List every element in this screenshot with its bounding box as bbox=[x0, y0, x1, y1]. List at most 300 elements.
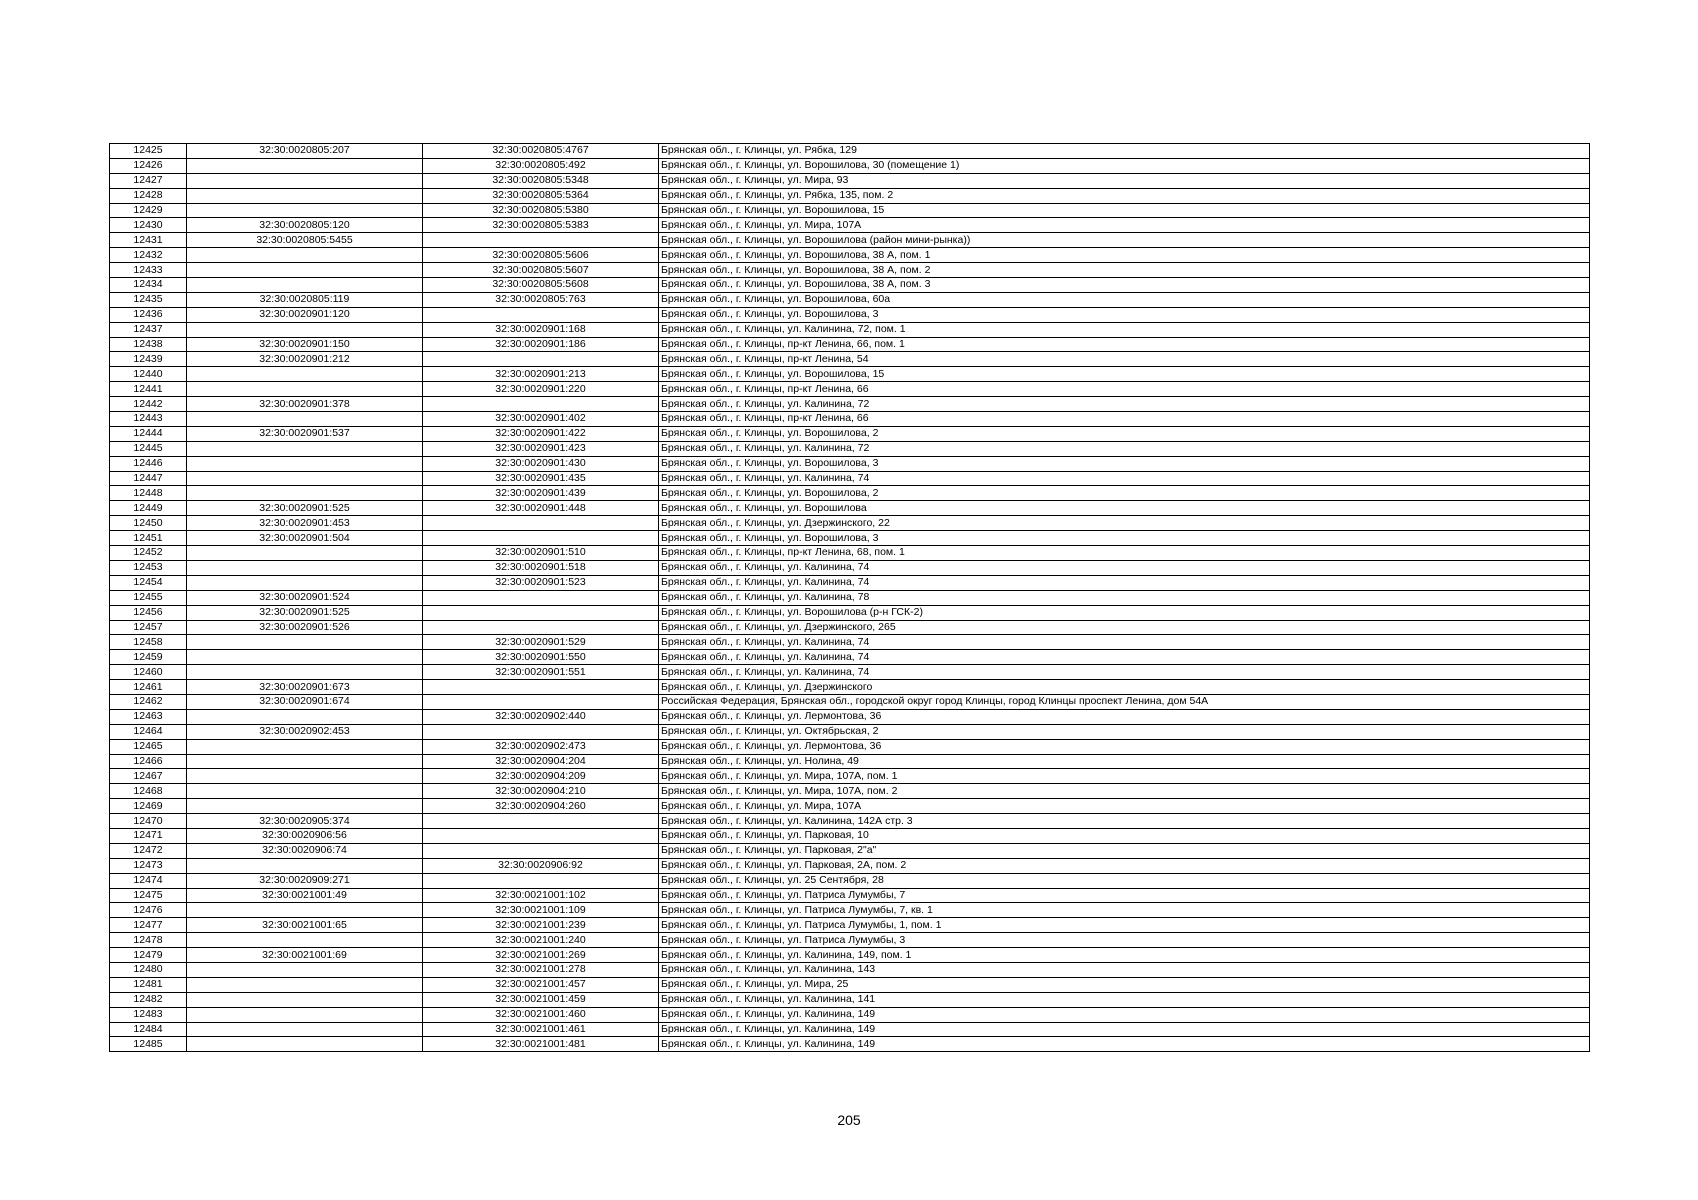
address-cell: Брянская обл., г. Клинцы, ул. Ворошилова, 60а bbox=[659, 292, 1590, 307]
object-cadastral-number-cell: 32:30:0020805:5606 bbox=[423, 248, 659, 263]
cadastral-number-cell bbox=[187, 992, 423, 1007]
cadastral-table bbox=[109, 143, 1590, 1052]
address-cell: Брянская обл., г. Клинцы, ул. Калинина, 149 bbox=[659, 1007, 1590, 1022]
table-row bbox=[110, 665, 1590, 680]
table-row bbox=[110, 709, 1590, 724]
address-cell: Брянская обл., г. Клинцы, пр-кт Ленина, 66 bbox=[659, 412, 1590, 427]
table-row bbox=[110, 828, 1590, 843]
object-cadastral-number-cell: 32:30:0021001:457 bbox=[423, 977, 659, 992]
address-cell: Брянская обл., г. Клинцы, ул. 25 Сентября, 28 bbox=[659, 873, 1590, 888]
table-row bbox=[110, 769, 1590, 784]
address-cell: Брянская обл., г. Клинцы, ул. Калинина, 78 bbox=[659, 590, 1590, 605]
address-cell: Брянская обл., г. Клинцы, ул. Калинина, 74 bbox=[659, 650, 1590, 665]
row-number-cell: 12449 bbox=[110, 501, 187, 516]
address-cell: Брянская обл., г. Клинцы, ул. Дзержинского bbox=[659, 680, 1590, 695]
row-number-cell: 12454 bbox=[110, 575, 187, 590]
cadastral-number-cell bbox=[187, 412, 423, 427]
address-cell: Брянская обл., г. Клинцы, ул. Калинина, 74 bbox=[659, 665, 1590, 680]
row-number-cell: 12481 bbox=[110, 977, 187, 992]
cadastral-number-cell bbox=[187, 471, 423, 486]
table-row bbox=[110, 307, 1590, 322]
object-cadastral-number-cell: 32:30:0021001:109 bbox=[423, 903, 659, 918]
address-cell: Брянская обл., г. Клинцы, ул. Ворошилова (район мини-рынка)) bbox=[659, 233, 1590, 248]
cadastral-number-cell bbox=[187, 1037, 423, 1052]
object-cadastral-number-cell: 32:30:0020901:550 bbox=[423, 650, 659, 665]
address-cell: Брянская обл., г. Клинцы, ул. Ворошилова bbox=[659, 501, 1590, 516]
table-row bbox=[110, 680, 1590, 695]
table-row bbox=[110, 218, 1590, 233]
row-number-cell: 12440 bbox=[110, 367, 187, 382]
row-number-cell: 12429 bbox=[110, 203, 187, 218]
row-number-cell: 12450 bbox=[110, 516, 187, 531]
address-cell: Брянская обл., г. Клинцы, ул. Мира, 107А bbox=[659, 218, 1590, 233]
table-row bbox=[110, 843, 1590, 858]
table-row bbox=[110, 1037, 1590, 1052]
row-number-cell: 12484 bbox=[110, 1022, 187, 1037]
cadastral-number-cell: 32:30:0020901:524 bbox=[187, 590, 423, 605]
object-cadastral-number-cell bbox=[423, 352, 659, 367]
cadastral-number-cell: 32:30:0020901:453 bbox=[187, 516, 423, 531]
object-cadastral-number-cell: 32:30:0020901:430 bbox=[423, 456, 659, 471]
table-row bbox=[110, 367, 1590, 382]
row-number-cell: 12452 bbox=[110, 546, 187, 561]
cadastral-number-cell bbox=[187, 158, 423, 173]
address-cell: Брянская обл., г. Клинцы, ул. Ворошилова, 15 bbox=[659, 367, 1590, 382]
cadastral-number-cell bbox=[187, 560, 423, 575]
cadastral-number-cell: 32:30:0020805:5455 bbox=[187, 233, 423, 248]
object-cadastral-number-cell: 32:30:0020805:5364 bbox=[423, 188, 659, 203]
object-cadastral-number-cell: 32:30:0020906:92 bbox=[423, 858, 659, 873]
cadastral-number-cell: 32:30:0020805:207 bbox=[187, 144, 423, 159]
row-number-cell: 12462 bbox=[110, 694, 187, 709]
row-number-cell: 12434 bbox=[110, 278, 187, 293]
address-cell: Брянская обл., г. Клинцы, ул. Калинина, 74 bbox=[659, 575, 1590, 590]
table-row bbox=[110, 471, 1590, 486]
cadastral-number-cell: 32:30:0021001:69 bbox=[187, 948, 423, 963]
row-number-cell: 12443 bbox=[110, 412, 187, 427]
cadastral-number-cell bbox=[187, 933, 423, 948]
table-row bbox=[110, 158, 1590, 173]
table-row bbox=[110, 248, 1590, 263]
object-cadastral-number-cell bbox=[423, 873, 659, 888]
object-cadastral-number-cell: 32:30:0020904:209 bbox=[423, 769, 659, 784]
object-cadastral-number-cell: 32:30:0021001:239 bbox=[423, 918, 659, 933]
address-cell: Брянская обл., г. Клинцы, ул. Ворошилова, 15 bbox=[659, 203, 1590, 218]
cadastral-number-cell bbox=[187, 248, 423, 263]
table-row bbox=[110, 754, 1590, 769]
row-number-cell: 12445 bbox=[110, 441, 187, 456]
cadastral-number-cell bbox=[187, 799, 423, 814]
object-cadastral-number-cell: 32:30:0020805:5383 bbox=[423, 218, 659, 233]
object-cadastral-number-cell: 32:30:0020904:210 bbox=[423, 784, 659, 799]
address-cell: Брянская обл., г. Клинцы, пр-кт Ленина, 68, пом. 1 bbox=[659, 546, 1590, 561]
object-cadastral-number-cell: 32:30:0020901:402 bbox=[423, 412, 659, 427]
object-cadastral-number-cell bbox=[423, 828, 659, 843]
object-cadastral-number-cell: 32:30:0020901:213 bbox=[423, 367, 659, 382]
row-number-cell: 12446 bbox=[110, 456, 187, 471]
cadastral-number-cell bbox=[187, 322, 423, 337]
object-cadastral-number-cell bbox=[423, 843, 659, 858]
cadastral-number-cell bbox=[187, 650, 423, 665]
object-cadastral-number-cell: 32:30:0021001:459 bbox=[423, 992, 659, 1007]
cadastral-number-cell bbox=[187, 441, 423, 456]
row-number-cell: 12435 bbox=[110, 292, 187, 307]
object-cadastral-number-cell: 32:30:0021001:460 bbox=[423, 1007, 659, 1022]
address-cell: Брянская обл., г. Клинцы, ул. Калинина, 141 bbox=[659, 992, 1590, 1007]
address-cell: Брянская обл., г. Клинцы, ул. Парковая, 10 bbox=[659, 828, 1590, 843]
address-cell: Брянская обл., г. Клинцы, ул. Ворошилова, 30 (помещение 1) bbox=[659, 158, 1590, 173]
table-row bbox=[110, 173, 1590, 188]
table-row bbox=[110, 263, 1590, 278]
address-cell: Брянская обл., г. Клинцы, ул. Ворошилова, 3 bbox=[659, 456, 1590, 471]
cadastral-number-cell bbox=[187, 278, 423, 293]
cadastral-number-cell: 32:30:0020902:453 bbox=[187, 724, 423, 739]
cadastral-number-cell: 32:30:0020901:526 bbox=[187, 620, 423, 635]
row-number-cell: 12464 bbox=[110, 724, 187, 739]
object-cadastral-number-cell: 32:30:0020901:423 bbox=[423, 441, 659, 456]
address-cell: Брянская обл., г. Клинцы, ул. Ворошилова, 38 А, пом. 3 bbox=[659, 278, 1590, 293]
table-row bbox=[110, 546, 1590, 561]
address-cell: Брянская обл., г. Клинцы, ул. Калинина, 72, пом. 1 bbox=[659, 322, 1590, 337]
address-cell: Брянская обл., г. Клинцы, ул. Мира, 107А, пом. 2 bbox=[659, 784, 1590, 799]
row-number-cell: 12428 bbox=[110, 188, 187, 203]
table-row bbox=[110, 590, 1590, 605]
address-cell: Брянская обл., г. Клинцы, пр-кт Ленина, 54 bbox=[659, 352, 1590, 367]
table-row bbox=[110, 903, 1590, 918]
row-number-cell: 12471 bbox=[110, 828, 187, 843]
address-cell: Брянская обл., г. Клинцы, ул. Рябка, 129 bbox=[659, 144, 1590, 159]
cadastral-number-cell: 32:30:0020901:674 bbox=[187, 694, 423, 709]
row-number-cell: 12430 bbox=[110, 218, 187, 233]
cadastral-number-cell bbox=[187, 709, 423, 724]
table-row bbox=[110, 144, 1590, 159]
table-row bbox=[110, 620, 1590, 635]
table-row bbox=[110, 560, 1590, 575]
object-cadastral-number-cell: 32:30:0020901:529 bbox=[423, 635, 659, 650]
table-row bbox=[110, 605, 1590, 620]
table-row bbox=[110, 278, 1590, 293]
address-cell: Брянская обл., г. Клинцы, ул. Патриса Лумумбы, 7, кв. 1 bbox=[659, 903, 1590, 918]
address-cell: Брянская обл., г. Клинцы, пр-кт Ленина, 66, пом. 1 bbox=[659, 337, 1590, 352]
cadastral-number-cell: 32:30:0020901:150 bbox=[187, 337, 423, 352]
object-cadastral-number-cell: 32:30:0021001:461 bbox=[423, 1022, 659, 1037]
cadastral-number-cell: 32:30:0020906:74 bbox=[187, 843, 423, 858]
address-cell: Брянская обл., г. Клинцы, ул. Патриса Лумумбы, 1, пом. 1 bbox=[659, 918, 1590, 933]
address-cell: Брянская обл., г. Клинцы, ул. Калинина, 72 bbox=[659, 441, 1590, 456]
object-cadastral-number-cell: 32:30:0020901:510 bbox=[423, 546, 659, 561]
row-number-cell: 12469 bbox=[110, 799, 187, 814]
address-cell: Брянская обл., г. Клинцы, ул. Парковая, 2А, пом. 2 bbox=[659, 858, 1590, 873]
row-number-cell: 12453 bbox=[110, 560, 187, 575]
row-number-cell: 12425 bbox=[110, 144, 187, 159]
cadastral-number-cell: 32:30:0020906:56 bbox=[187, 828, 423, 843]
row-number-cell: 12474 bbox=[110, 873, 187, 888]
object-cadastral-number-cell: 32:30:0021001:278 bbox=[423, 962, 659, 977]
table-row bbox=[110, 1007, 1590, 1022]
row-number-cell: 12460 bbox=[110, 665, 187, 680]
cadastral-number-cell: 32:30:0020805:119 bbox=[187, 292, 423, 307]
row-number-cell: 12465 bbox=[110, 739, 187, 754]
cadastral-number-cell bbox=[187, 635, 423, 650]
row-number-cell: 12426 bbox=[110, 158, 187, 173]
object-cadastral-number-cell: 32:30:0021001:481 bbox=[423, 1037, 659, 1052]
object-cadastral-number-cell: 32:30:0020901:523 bbox=[423, 575, 659, 590]
row-number-cell: 12456 bbox=[110, 605, 187, 620]
cadastral-number-cell bbox=[187, 858, 423, 873]
object-cadastral-number-cell bbox=[423, 516, 659, 531]
table-row bbox=[110, 992, 1590, 1007]
table-row bbox=[110, 501, 1590, 516]
address-cell: Брянская обл., г. Клинцы, ул. Калинина, 149 bbox=[659, 1022, 1590, 1037]
address-cell: Брянская обл., г. Клинцы, ул. Лермонтова, 36 bbox=[659, 709, 1590, 724]
table-row bbox=[110, 426, 1590, 441]
address-cell: Брянская обл., г. Клинцы, ул. Ворошилова, 2 bbox=[659, 486, 1590, 501]
address-cell: Брянская обл., г. Клинцы, ул. Калинина, 149 bbox=[659, 1037, 1590, 1052]
row-number-cell: 12438 bbox=[110, 337, 187, 352]
address-cell: Брянская обл., г. Клинцы, ул. Калинина, 74 bbox=[659, 560, 1590, 575]
address-cell: Брянская обл., г. Клинцы, ул. Мира, 93 bbox=[659, 173, 1590, 188]
cadastral-number-cell bbox=[187, 903, 423, 918]
address-cell: Брянская обл., г. Клинцы, ул. Ворошилова, 38 А, пом. 2 bbox=[659, 263, 1590, 278]
table-row bbox=[110, 918, 1590, 933]
table-body bbox=[110, 144, 1590, 1052]
cadastral-number-cell bbox=[187, 382, 423, 397]
row-number-cell: 12442 bbox=[110, 397, 187, 412]
table-row bbox=[110, 814, 1590, 829]
object-cadastral-number-cell: 32:30:0020805:5348 bbox=[423, 173, 659, 188]
address-cell: Брянская обл., г. Клинцы, ул. Патриса Лумумбы, 3 bbox=[659, 933, 1590, 948]
object-cadastral-number-cell bbox=[423, 233, 659, 248]
cadastral-number-cell bbox=[187, 173, 423, 188]
row-number-cell: 12427 bbox=[110, 173, 187, 188]
address-cell: Брянская обл., г. Клинцы, ул. Лермонтова, 36 bbox=[659, 739, 1590, 754]
address-cell: Брянская обл., г. Клинцы, ул. Ворошилова (р-н ГСК-2) bbox=[659, 605, 1590, 620]
row-number-cell: 12468 bbox=[110, 784, 187, 799]
object-cadastral-number-cell: 32:30:0020901:518 bbox=[423, 560, 659, 575]
address-cell: Брянская обл., г. Клинцы, ул. Парковая, 2"а" bbox=[659, 843, 1590, 858]
cadastral-number-cell bbox=[187, 486, 423, 501]
object-cadastral-number-cell bbox=[423, 531, 659, 546]
row-number-cell: 12463 bbox=[110, 709, 187, 724]
object-cadastral-number-cell: 32:30:0021001:102 bbox=[423, 888, 659, 903]
cadastral-number-cell: 32:30:0020901:212 bbox=[187, 352, 423, 367]
table-row bbox=[110, 933, 1590, 948]
object-cadastral-number-cell bbox=[423, 590, 659, 605]
row-number-cell: 12479 bbox=[110, 948, 187, 963]
table-row bbox=[110, 575, 1590, 590]
cadastral-number-cell: 32:30:0020901:673 bbox=[187, 680, 423, 695]
table-row bbox=[110, 322, 1590, 337]
cadastral-number-cell bbox=[187, 754, 423, 769]
table-row bbox=[110, 948, 1590, 963]
table-row bbox=[110, 203, 1590, 218]
row-number-cell: 12447 bbox=[110, 471, 187, 486]
address-cell: Брянская обл., г. Клинцы, ул. Дзержинского, 22 bbox=[659, 516, 1590, 531]
table-row bbox=[110, 233, 1590, 248]
cadastral-number-cell: 32:30:0021001:49 bbox=[187, 888, 423, 903]
row-number-cell: 12444 bbox=[110, 426, 187, 441]
row-number-cell: 12473 bbox=[110, 858, 187, 873]
object-cadastral-number-cell: 32:30:0020904:204 bbox=[423, 754, 659, 769]
table-row bbox=[110, 724, 1590, 739]
address-cell: Брянская обл., г. Клинцы, ул. Мира, 107А, пом. 1 bbox=[659, 769, 1590, 784]
cadastral-number-cell bbox=[187, 769, 423, 784]
row-number-cell: 12436 bbox=[110, 307, 187, 322]
cadastral-number-cell bbox=[187, 1022, 423, 1037]
object-cadastral-number-cell: 32:30:0020901:439 bbox=[423, 486, 659, 501]
table-row bbox=[110, 456, 1590, 471]
object-cadastral-number-cell: 32:30:0020805:492 bbox=[423, 158, 659, 173]
row-number-cell: 12448 bbox=[110, 486, 187, 501]
address-cell: Российская Федерация, Брянская обл., городской округ город Клинцы, город Клинцы проспект Ленина, дом 54А bbox=[659, 694, 1590, 709]
object-cadastral-number-cell: 32:30:0020901:168 bbox=[423, 322, 659, 337]
address-cell: Брянская обл., г. Клинцы, ул. Ворошилова, 3 bbox=[659, 531, 1590, 546]
address-cell: Брянская обл., г. Клинцы, ул. Мира, 107А bbox=[659, 799, 1590, 814]
cadastral-number-cell: 32:30:0020901:120 bbox=[187, 307, 423, 322]
row-number-cell: 12457 bbox=[110, 620, 187, 635]
cadastral-number-cell bbox=[187, 456, 423, 471]
address-cell: Брянская обл., г. Клинцы, ул. Калинина, 142А стр. 3 bbox=[659, 814, 1590, 829]
table-row bbox=[110, 635, 1590, 650]
cadastral-number-cell: 32:30:0020905:374 bbox=[187, 814, 423, 829]
address-cell: Брянская обл., г. Клинцы, ул. Дзержинского, 265 bbox=[659, 620, 1590, 635]
address-cell: Брянская обл., г. Клинцы, ул. Калинина, 74 bbox=[659, 635, 1590, 650]
table-row bbox=[110, 412, 1590, 427]
object-cadastral-number-cell bbox=[423, 680, 659, 695]
table-row bbox=[110, 352, 1590, 367]
cadastral-number-cell bbox=[187, 188, 423, 203]
cadastral-number-cell bbox=[187, 575, 423, 590]
row-number-cell: 12439 bbox=[110, 352, 187, 367]
cadastral-number-cell: 32:30:0020901:537 bbox=[187, 426, 423, 441]
object-cadastral-number-cell: 32:30:0020901:220 bbox=[423, 382, 659, 397]
table-row bbox=[110, 397, 1590, 412]
table-row bbox=[110, 873, 1590, 888]
table-row bbox=[110, 739, 1590, 754]
cadastral-number-cell bbox=[187, 263, 423, 278]
row-number-cell: 12451 bbox=[110, 531, 187, 546]
row-number-cell: 12476 bbox=[110, 903, 187, 918]
table-row bbox=[110, 962, 1590, 977]
row-number-cell: 12458 bbox=[110, 635, 187, 650]
object-cadastral-number-cell: 32:30:0020902:440 bbox=[423, 709, 659, 724]
object-cadastral-number-cell: 32:30:0020901:551 bbox=[423, 665, 659, 680]
row-number-cell: 12470 bbox=[110, 814, 187, 829]
object-cadastral-number-cell: 32:30:0020901:422 bbox=[423, 426, 659, 441]
row-number-cell: 12472 bbox=[110, 843, 187, 858]
cadastral-number-cell bbox=[187, 203, 423, 218]
cadastral-number-cell bbox=[187, 962, 423, 977]
object-cadastral-number-cell: 32:30:0020901:448 bbox=[423, 501, 659, 516]
table-row bbox=[110, 799, 1590, 814]
cadastral-number-cell: 32:30:0020901:378 bbox=[187, 397, 423, 412]
cadastral-number-cell bbox=[187, 739, 423, 754]
table-row bbox=[110, 337, 1590, 352]
table-row bbox=[110, 650, 1590, 665]
row-number-cell: 12437 bbox=[110, 322, 187, 337]
object-cadastral-number-cell: 32:30:0020805:4767 bbox=[423, 144, 659, 159]
address-cell: Брянская обл., г. Клинцы, ул. Ворошилова, 2 bbox=[659, 426, 1590, 441]
object-cadastral-number-cell: 32:30:0020904:260 bbox=[423, 799, 659, 814]
row-number-cell: 12485 bbox=[110, 1037, 187, 1052]
object-cadastral-number-cell: 32:30:0020805:5380 bbox=[423, 203, 659, 218]
row-number-cell: 12441 bbox=[110, 382, 187, 397]
row-number-cell: 12478 bbox=[110, 933, 187, 948]
table-row bbox=[110, 977, 1590, 992]
table-row bbox=[110, 486, 1590, 501]
table-row bbox=[110, 784, 1590, 799]
cadastral-number-cell bbox=[187, 367, 423, 382]
address-cell: Брянская обл., г. Клинцы, ул. Ворошилова, 3 bbox=[659, 307, 1590, 322]
row-number-cell: 12459 bbox=[110, 650, 187, 665]
object-cadastral-number-cell bbox=[423, 620, 659, 635]
address-cell: Брянская обл., г. Клинцы, пр-кт Ленина, 66 bbox=[659, 382, 1590, 397]
object-cadastral-number-cell bbox=[423, 724, 659, 739]
table-row bbox=[110, 858, 1590, 873]
cadastral-number-cell: 32:30:0021001:65 bbox=[187, 918, 423, 933]
address-cell: Брянская обл., г. Клинцы, ул. Калинина, 149, пом. 1 bbox=[659, 948, 1590, 963]
row-number-cell: 12477 bbox=[110, 918, 187, 933]
object-cadastral-number-cell: 32:30:0020805:763 bbox=[423, 292, 659, 307]
cadastral-number-cell bbox=[187, 977, 423, 992]
object-cadastral-number-cell: 32:30:0020902:473 bbox=[423, 739, 659, 754]
table-row bbox=[110, 531, 1590, 546]
address-cell: Брянская обл., г. Клинцы, ул. Калинина, 74 bbox=[659, 471, 1590, 486]
row-number-cell: 12482 bbox=[110, 992, 187, 1007]
table-row bbox=[110, 382, 1590, 397]
address-cell: Брянская обл., г. Клинцы, ул. Ворошилова, 38 А, пом. 1 bbox=[659, 248, 1590, 263]
object-cadastral-number-cell bbox=[423, 397, 659, 412]
table-row bbox=[110, 292, 1590, 307]
row-number-cell: 12480 bbox=[110, 962, 187, 977]
address-cell: Брянская обл., г. Клинцы, ул. Калинина, 72 bbox=[659, 397, 1590, 412]
row-number-cell: 12475 bbox=[110, 888, 187, 903]
cadastral-number-cell: 32:30:0020805:120 bbox=[187, 218, 423, 233]
cadastral-number-cell: 32:30:0020909:271 bbox=[187, 873, 423, 888]
table-row bbox=[110, 188, 1590, 203]
row-number-cell: 12432 bbox=[110, 248, 187, 263]
object-cadastral-number-cell: 32:30:0020805:5607 bbox=[423, 263, 659, 278]
cadastral-number-cell bbox=[187, 784, 423, 799]
row-number-cell: 12466 bbox=[110, 754, 187, 769]
object-cadastral-number-cell bbox=[423, 694, 659, 709]
row-number-cell: 12483 bbox=[110, 1007, 187, 1022]
page-number: 205 bbox=[837, 1112, 861, 1128]
address-cell: Брянская обл., г. Клинцы, ул. Мира, 25 bbox=[659, 977, 1590, 992]
object-cadastral-number-cell: 32:30:0021001:240 bbox=[423, 933, 659, 948]
cadastral-number-cell: 32:30:0020901:525 bbox=[187, 605, 423, 620]
table-row bbox=[110, 1022, 1590, 1037]
row-number-cell: 12433 bbox=[110, 263, 187, 278]
table-row bbox=[110, 516, 1590, 531]
address-cell: Брянская обл., г. Клинцы, ул. Калинина, 143 bbox=[659, 962, 1590, 977]
row-number-cell: 12431 bbox=[110, 233, 187, 248]
row-number-cell: 12461 bbox=[110, 680, 187, 695]
object-cadastral-number-cell: 32:30:0020901:435 bbox=[423, 471, 659, 486]
object-cadastral-number-cell bbox=[423, 814, 659, 829]
object-cadastral-number-cell bbox=[423, 605, 659, 620]
object-cadastral-number-cell: 32:30:0021001:269 bbox=[423, 948, 659, 963]
address-cell: Брянская обл., г. Клинцы, ул. Нолина, 49 bbox=[659, 754, 1590, 769]
table-row bbox=[110, 441, 1590, 456]
cadastral-number-cell bbox=[187, 546, 423, 561]
table-row bbox=[110, 694, 1590, 709]
address-cell: Брянская обл., г. Клинцы, ул. Октябрьская, 2 bbox=[659, 724, 1590, 739]
cadastral-number-cell: 32:30:0020901:504 bbox=[187, 531, 423, 546]
object-cadastral-number-cell bbox=[423, 307, 659, 322]
address-cell: Брянская обл., г. Клинцы, ул. Патриса Лумумбы, 7 bbox=[659, 888, 1590, 903]
cadastral-number-cell: 32:30:0020901:525 bbox=[187, 501, 423, 516]
